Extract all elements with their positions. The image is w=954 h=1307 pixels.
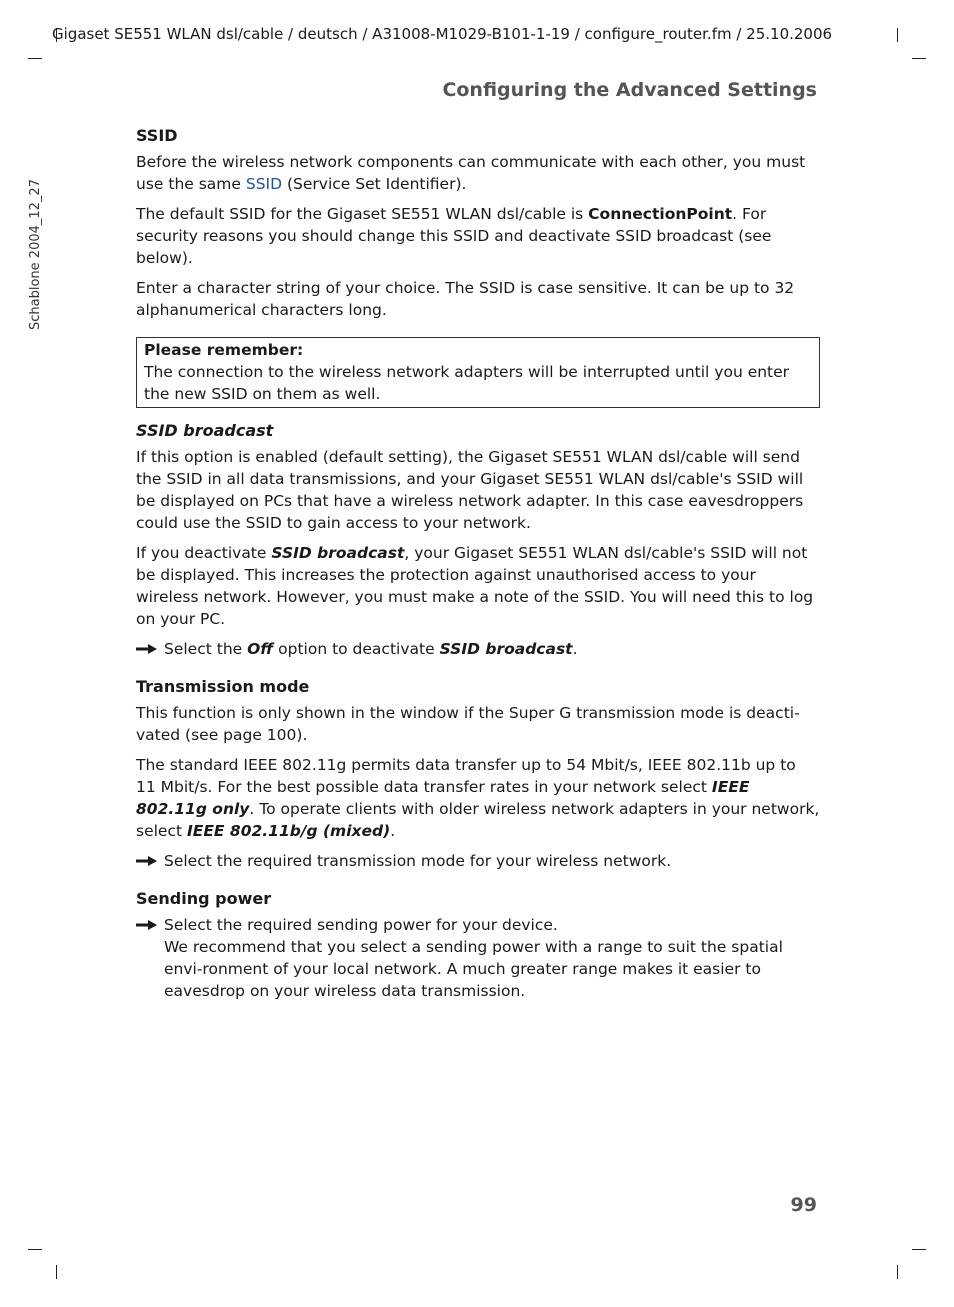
crop-mark bbox=[28, 1249, 42, 1250]
text-run: (Service Set Identifier). bbox=[282, 175, 467, 193]
crop-mark bbox=[56, 1265, 57, 1279]
ssid-heading: SSID bbox=[136, 126, 178, 145]
crop-mark bbox=[897, 28, 898, 42]
document-meta-line: Gigaset SE551 WLAN dsl/cable / deutsch / A31008-M1029-B101-1-19 / configure_router.fm / 25.10.2006 bbox=[52, 25, 833, 43]
text-run: Before the wireless network components can communicate with each other, you must use the same bbox=[136, 153, 806, 193]
crop-mark bbox=[912, 1249, 926, 1250]
text-run: . bbox=[390, 822, 396, 840]
crop-mark bbox=[897, 1265, 898, 1279]
emphasis: Off bbox=[247, 640, 274, 658]
ssid-paragraph-2 bbox=[136, 203, 820, 269]
transmission-mode-heading: Transmission mode bbox=[136, 677, 310, 696]
crop-mark bbox=[912, 58, 926, 59]
text-run: The default SSID for the Gigaset SE551 WLAN dsl/cable is bbox=[136, 205, 589, 223]
ssid-broadcast-heading: SSID broadcast bbox=[136, 421, 274, 440]
arrow-right-icon bbox=[136, 643, 158, 655]
arrow-right-icon bbox=[136, 919, 158, 931]
emphasis: SSID broadcast bbox=[271, 544, 405, 562]
text-run: option to deactivate bbox=[273, 640, 440, 658]
text-run: Select the required sending power for your device. bbox=[164, 916, 558, 934]
template-label: Schablone 2004_12_27 bbox=[28, 179, 43, 330]
instruction-step bbox=[136, 638, 820, 660]
transmission-paragraph-2 bbox=[136, 754, 820, 842]
text-run: . For security reasons you should change this SSID and deactivate SSID broadcast (see below). bbox=[136, 205, 772, 267]
sending-power-heading: Sending power bbox=[136, 889, 272, 908]
instruction-step bbox=[136, 914, 820, 1002]
text-run: We recommend that you select a sending power with a range to suit the spatial envi-ronment of your local network. A much greater range makes it easier to eavesdrop on your wireless data transmission. bbox=[164, 938, 783, 1000]
broadcast-paragraph-2 bbox=[136, 542, 820, 630]
text-run: . To operate clients with older wireless network adapters in your network, select bbox=[136, 800, 820, 840]
text-run: , your Gigaset SE551 WLAN dsl/cable's SSID will not be displayed. This increases the protection against unauthorised access to your wireless network. However, you must make a note of the SSID. You will need this to log on your PC. bbox=[136, 544, 814, 628]
broadcast-paragraph-1: If this option is enabled (default setting), the Gigaset SE551 WLAN dsl/cable will send the SSID in all data transmissions, and your Gigaset SE551 WLAN dsl/cable's SSID will be displayed on PCs that have a wireless network adapter. In this case eavesdroppers could use the SSID to gain access to your network. bbox=[136, 448, 804, 532]
ssid-link[interactable]: SSID bbox=[245, 175, 283, 193]
emphasis: SSID broadcast bbox=[439, 640, 573, 658]
emphasis: IEEE 802.11b/g (mixed) bbox=[186, 822, 391, 840]
main-content bbox=[136, 125, 820, 1010]
emphasis: IEEE 802.11g only bbox=[136, 778, 750, 818]
note-title: Please remember: bbox=[144, 341, 304, 359]
default-ssid-value: ConnectionPoint bbox=[588, 205, 733, 223]
transmission-paragraph-1: This function is only shown in the window if the Super G transmission mode is deacti-vated (see page 100). bbox=[136, 704, 800, 744]
note-body: The connection to the wireless network adapters will be interrupted until you enter the new SSID on them as well. bbox=[144, 363, 790, 403]
instruction-step bbox=[136, 850, 820, 872]
text-run: . bbox=[572, 640, 578, 658]
section-header: Configuring the Advanced Settings bbox=[442, 79, 817, 101]
note-box bbox=[136, 337, 820, 408]
text-run: If you deactivate bbox=[136, 544, 272, 562]
ssid-paragraph-3: Enter a character string of your choice. The SSID is case sensitive. It can be up to 32 alphanumerical characters long. bbox=[136, 279, 795, 319]
page-number: 99 bbox=[790, 1194, 817, 1216]
ssid-paragraph-1 bbox=[136, 151, 820, 195]
crop-mark bbox=[28, 58, 42, 59]
text-run: Select the bbox=[164, 640, 248, 658]
text-run: Select the required transmission mode for your wireless network. bbox=[164, 852, 672, 870]
text-run: The standard IEEE 802.11g permits data transfer up to 54 Mbit/s, IEEE 802.11b up to 11 Mbit/s. For the best possible data transfer rates in your network select bbox=[136, 756, 796, 796]
arrow-right-icon bbox=[136, 855, 158, 867]
